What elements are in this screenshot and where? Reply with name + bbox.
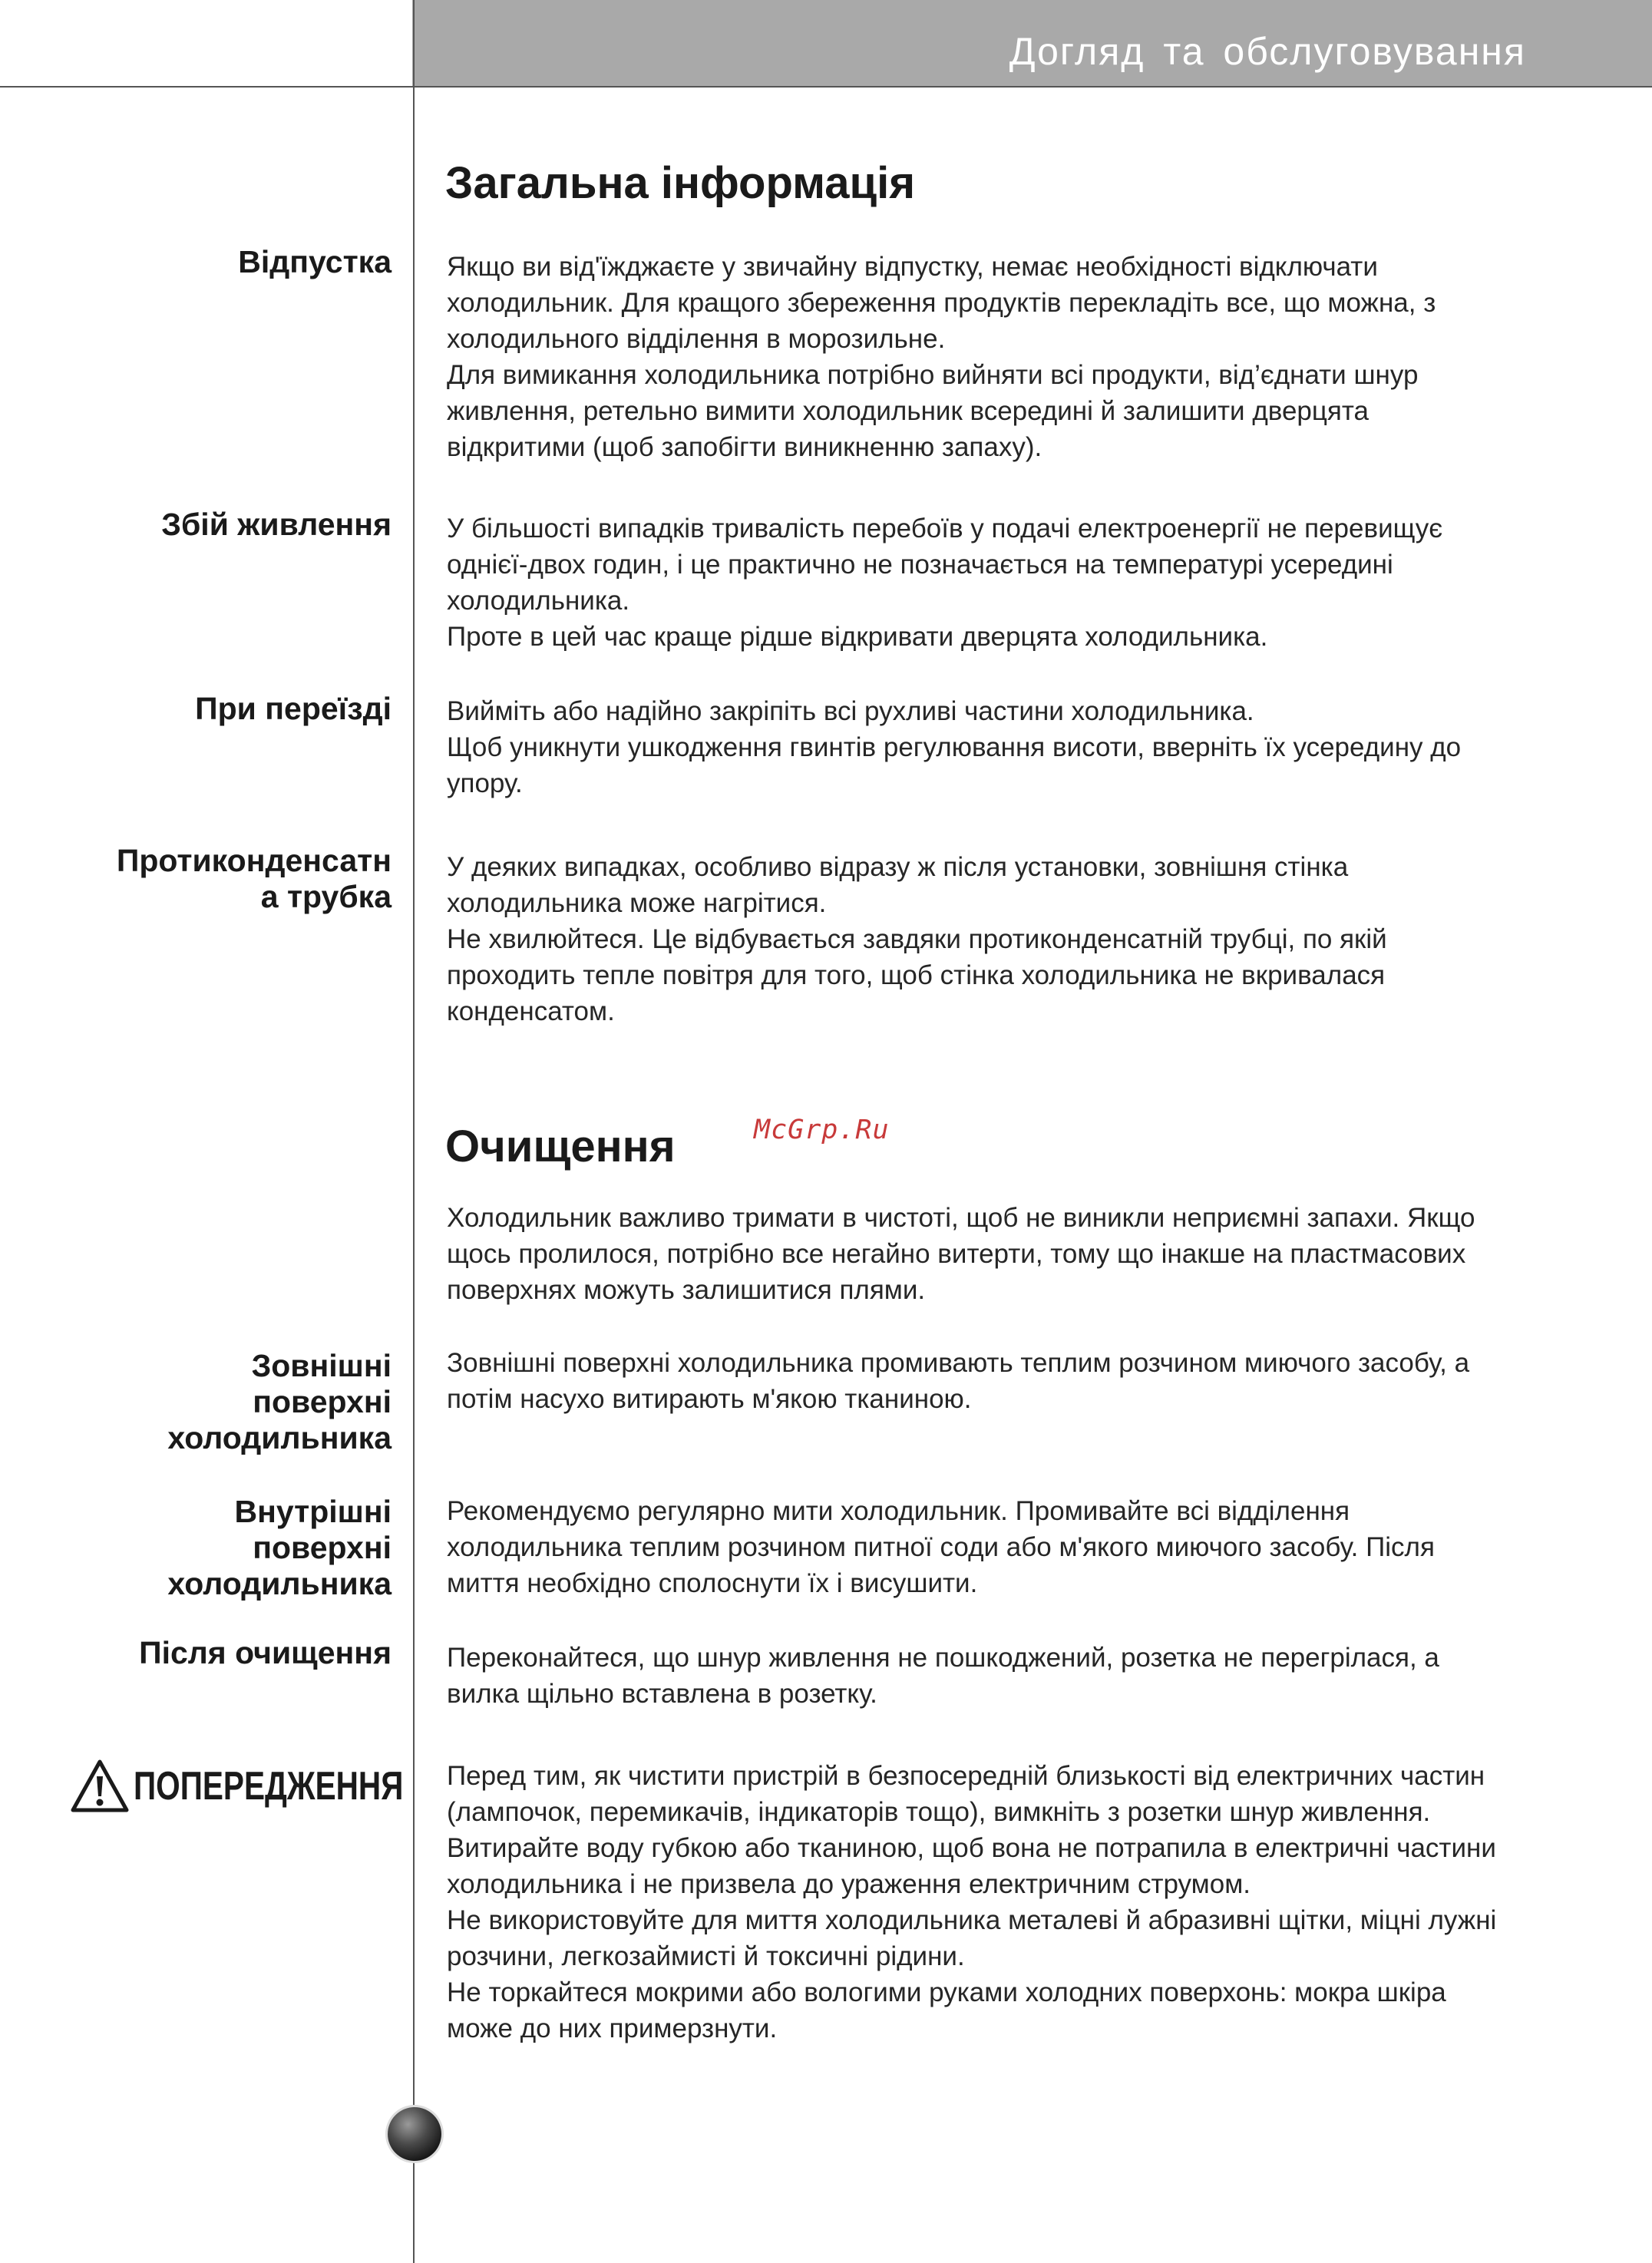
- text-interior-surfaces: [447, 1493, 1506, 1601]
- label-anti-condensation-pipe: Протиконденсатн а трубка: [116, 843, 392, 914]
- paragraph: Вийміть або надійно закріпіть всі рухливі частини холодильника.: [447, 696, 1254, 726]
- text-cleaning-intro: [447, 1200, 1506, 1308]
- label-power-failure: Збій живлення: [161, 507, 392, 542]
- text-moving: [447, 693, 1506, 801]
- section-title-cleaning: Очищення: [445, 1122, 676, 1171]
- section-title-general: Загальна інформація: [445, 158, 916, 208]
- paragraph: Не торкайтеся мокрими або вологими руками холодних поверхонь: мокра шкіра може до них примерзнути.: [447, 1977, 1446, 2043]
- paragraph: Витирайте воду губкою або тканиною, щоб вона не потрапила в електричні частини холодильника і не призвела до ураження електричним струмом.: [447, 1833, 1496, 1899]
- paragraph: Щоб уникнути ушкодження гвинтів регулювання висоти, вверніть їх усередину до упору.: [447, 732, 1462, 798]
- margin-divider: [413, 0, 415, 2263]
- paragraph: Не хвилюйтеся. Це відбувається завдяки протиконденсатній трубці, по якій проходить тепле повітря для того, щоб стінка холодильника не вкривалася конденсатом.: [447, 924, 1387, 1026]
- paragraph: У деяких випадках, особливо відразу ж після установки, зовнішня стінка холодильника може нагрітися.: [447, 852, 1349, 918]
- paragraph: Холодильник важливо тримати в чистоті, щоб не виникли неприємні запахи. Якщо щось пролилося, потрібно все негайно витерти, тому що інакше на пластмасових поверхнях можуть залишитися плями.: [447, 1203, 1475, 1305]
- paragraph: Переконайтеся, що шнур живлення не пошкоджений, розетка не перегрілася, а вилка щільно вставлена в розетку.: [447, 1643, 1439, 1709]
- text-warning: [447, 1758, 1506, 2047]
- paragraph: Для вимикання холодильника потрібно вийняти всі продукти, від’єднати шнур живлення, ретельно вимити холодильник всередині й залишити дверцята відкритими (щоб запобігти виникненню запаху).: [447, 360, 1419, 462]
- warning-triangle-icon: [69, 1758, 131, 1815]
- header-band: [412, 0, 1652, 86]
- label-interior-surfaces: Внутрішні поверхні холодильника: [167, 1494, 392, 1601]
- label-after-cleaning: Після очищення: [139, 1635, 392, 1670]
- paragraph: Зовнішні поверхні холодильника промивають теплим розчином миючого засобу, а потім насухо витирають м'якою тканиною.: [447, 1348, 1470, 1414]
- label-moving: При переїзді: [195, 691, 392, 726]
- text-anti-condensation-pipe: [447, 849, 1506, 1029]
- paragraph: Не використовуйте для миття холодильника металеві й абразивні щітки, міцні лужні розчини, легкозаймисті й токсичні рідини.: [447, 1905, 1497, 1971]
- paragraph: Перед тим, як чистити пристрій в безпосередній близькості від електричних частин (лампочок, перемикачів, індикаторів тощо), вимкніть з розетки шнур живлення.: [447, 1761, 1485, 1827]
- paragraph: Проте в цей час краще рідше відкривати дверцята холодильника.: [447, 622, 1268, 652]
- warning-heading: [69, 1758, 479, 1815]
- text-vacation: [447, 249, 1506, 465]
- text-after-cleaning: [447, 1640, 1506, 1712]
- warning-label: ПОПЕРЕДЖЕННЯ: [134, 1764, 404, 1809]
- header-title: Догляд та обслуговування: [1009, 30, 1526, 73]
- label-vacation: Відпустка: [238, 244, 392, 279]
- page-marker-dot: [388, 2107, 441, 2161]
- paragraph: Рекомендуємо регулярно мити холодильник. Промивайте всі відділення холодильника теплим розчином питної соди або м'якого миючого засобу. Після миття необхідно сполоснути їх і висушити.: [447, 1496, 1435, 1598]
- text-power-failure: [447, 510, 1506, 655]
- watermark: McGrp.Ru: [754, 1115, 890, 1145]
- header-divider: [0, 86, 1652, 88]
- label-exterior-surfaces: Зовнішні поверхні холодильника: [167, 1348, 392, 1455]
- paragraph: Якщо ви від'їжджаєте у звичайну відпустку, немає необхідності відключати холодильник. Для кращого збереження продуктів перекладіть все, що можна, з холодильного відділення в морозильне.: [447, 252, 1436, 354]
- text-exterior-surfaces: [447, 1345, 1506, 1417]
- paragraph: У більшості випадків тривалість перебоїв у подачі електроенергії не перевищує однієї-двох годин, і це практично не позначається на температурі усередині холодильника.: [447, 514, 1443, 616]
